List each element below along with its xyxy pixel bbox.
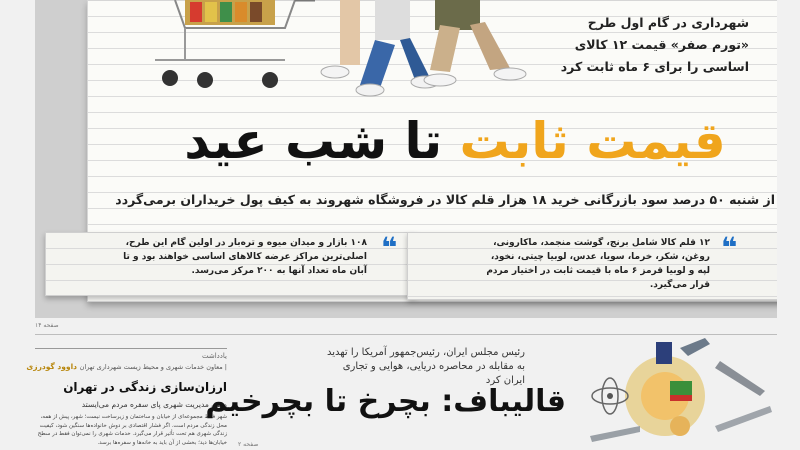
hero-item-right: ۱۲ قلم کالا شامل برنج، گوشت منجمد، ماکارونی، روغن، شکر، خرما، سویا، عدس، لوبیا چیتی، نخود، لپه و لوبیا قرمز ۶ ماه با قیمت ثابت در اختیار مردم قرار می‌گیرد. [486, 238, 710, 290]
hero-banner [35, 0, 777, 318]
quote-mark-icon: ❝ [721, 231, 738, 264]
story-kicker: رئیس مجلس ایران، رئیس‌جمهور آمریکا را تهدید به مقابله در محاصره دریایی، هوایی و تجاری ایران کرد [327, 347, 525, 386]
story-page-reference: صفحه ۲ [238, 441, 259, 448]
column-body: شهر فقط مجموعه‌ای از خیابان و ساختمان و زیرساخت نیست؛ شهر، پیش از همه، محل زندگی مردم است. اگر فشار اقتصادی بر دوش خانواده‌ها سنگین شود، کیفیت زندگی شهری هم تحت تأثیر قرار می‌گیرد. خدمات شهری را نمی‌توان فقط در سطح خیابان‌ها دید؛ بخشی از آن باید به خانه‌ها و سفره‌ها برسد. [37, 414, 227, 446]
column-author [26, 362, 227, 371]
section-divider [35, 334, 777, 335]
intro-line: اساسی را برای ۶ ماه ثابت کرد [560, 59, 749, 74]
missiles-collage-icon [570, 336, 777, 450]
headline-highlight: قیمت ثابت [459, 112, 726, 170]
quote-mark-icon: ❝ [381, 231, 398, 264]
hero-intro [529, 12, 749, 78]
headline-rest: تا شب عید [184, 112, 443, 170]
opinion-column [26, 340, 227, 450]
page-reference: صفحه ۱۴ [35, 322, 59, 329]
story-title[interactable]: قالیباف: بچرخ تا بچرخیم [205, 384, 566, 419]
hero-item-left: ۱۰۸ بازار و میدان میوه و تره‌بار در اولین گام این طرح، اصلی‌ترین مراکز عرضه کالاهای اساسی خواهند بود و تا آبان ماه تعداد آنها به ۲۰۰ مرکز می‌رسد. [123, 238, 367, 276]
intro-line: «تورم صفر» قیمت ۱۲ کالای [574, 37, 749, 52]
main-headline [135, 96, 775, 186]
column-rule [35, 348, 227, 349]
author-role: | معاون خدمات شهری و محیط زیست شهرداری تهران [79, 363, 227, 371]
shopping-cart-icon [145, 0, 325, 100]
intro-line: شهرداری در گام اول طرح [587, 15, 749, 30]
column-title[interactable]: ارزان‌سازی زندگی در تهران [63, 380, 227, 394]
column-subtitle: وقتی مدیریت شهری پای سفره مردم می‌ایستد [81, 400, 227, 409]
column-kicker: یادداشت [202, 352, 227, 360]
author-name: داوود گودرزی [26, 362, 77, 371]
headline-subtitle: از شنبه ۵۰ درصد سود بازرگانی خرید ۱۸ هزار قلم کالا در فروشگاه شهروند به کیف پول خریداران برمی‌گردد [115, 192, 775, 207]
